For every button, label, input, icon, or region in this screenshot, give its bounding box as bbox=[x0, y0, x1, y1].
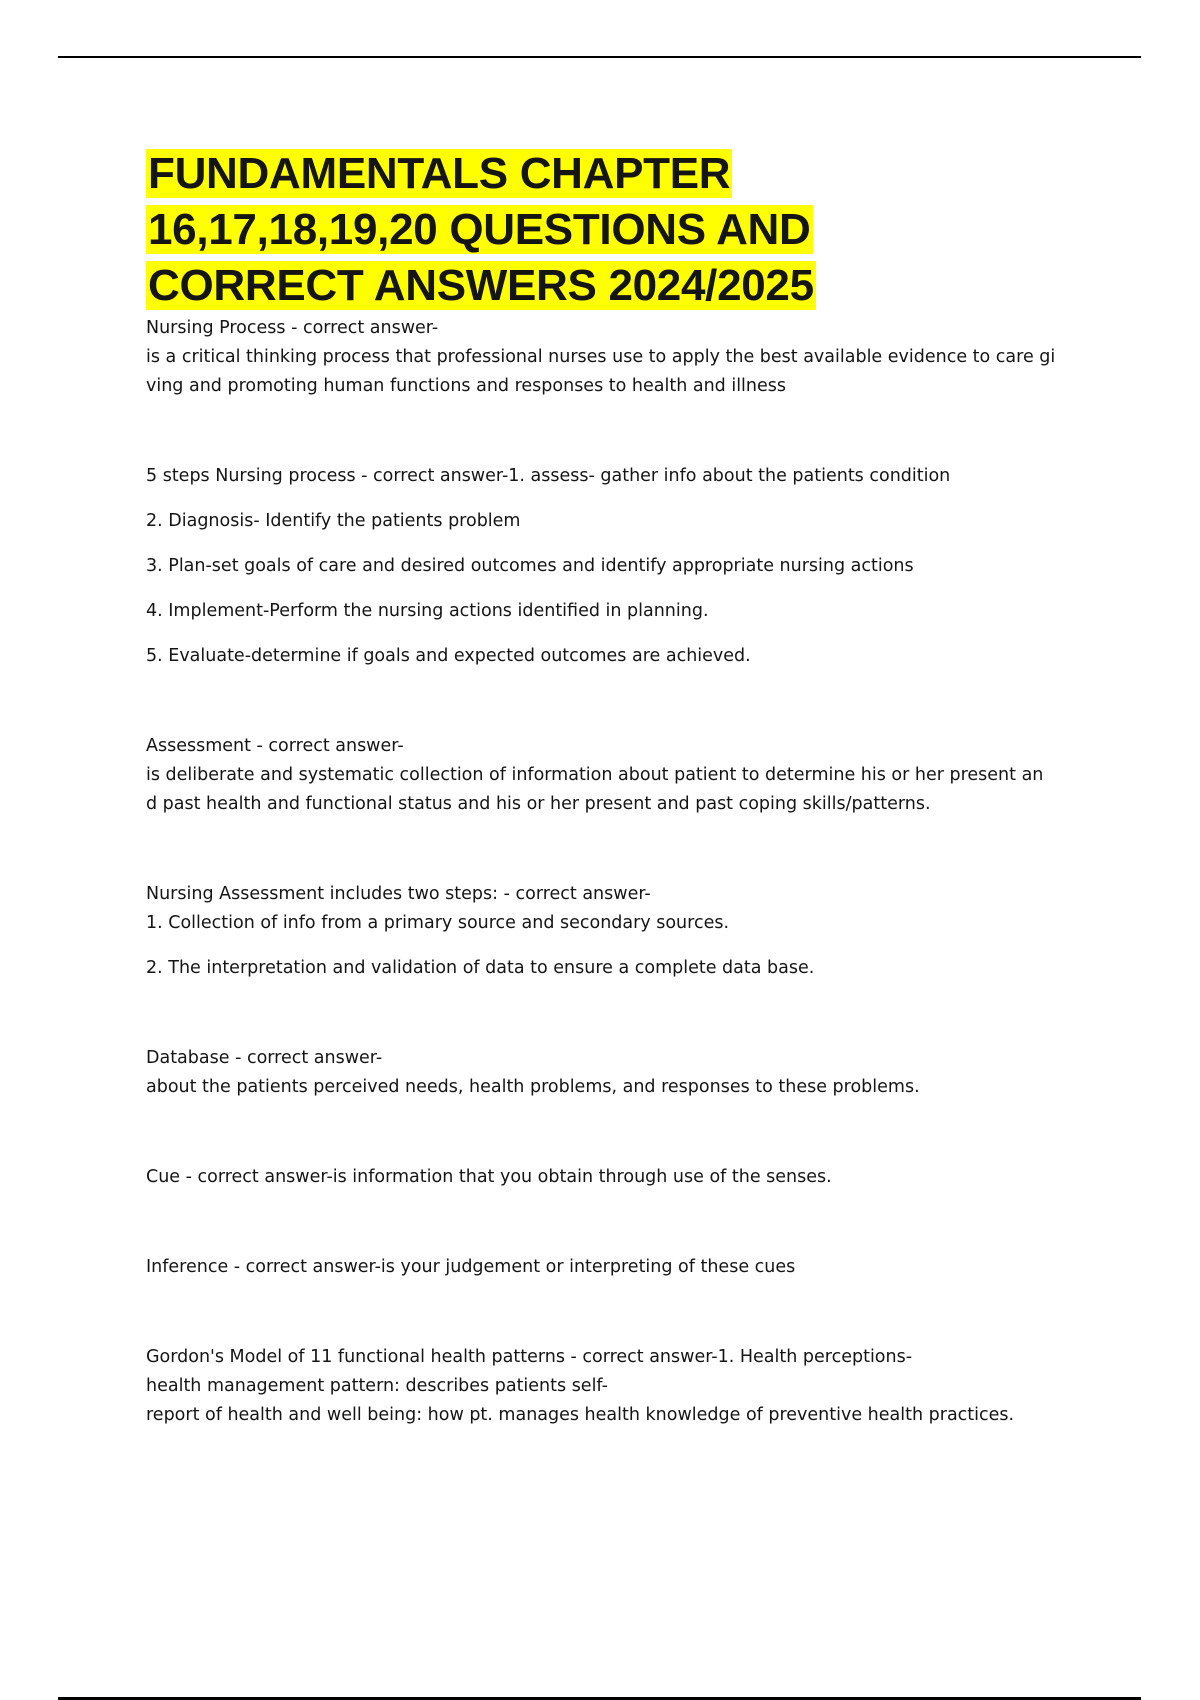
answer-line: health management pattern: describes patients self- bbox=[146, 1376, 608, 1396]
document-body bbox=[146, 314, 1091, 1430]
qa-entry-assessment-steps bbox=[146, 880, 1091, 983]
question-line: Assessment - correct answer- bbox=[146, 736, 404, 756]
top-rule bbox=[58, 56, 1141, 58]
step-line: 2. Diagnosis- Identify the patients problem bbox=[146, 511, 521, 531]
question-line: Nursing Process - correct answer- bbox=[146, 318, 439, 338]
answer-line: report of health and well being: how pt. manages health knowledge of preventive health practices. bbox=[146, 1405, 1015, 1425]
qa-entry-five-steps bbox=[146, 462, 1091, 671]
step-line: 3. Plan-set goals of care and desired outcomes and identify appropriate nursing actions bbox=[146, 556, 914, 576]
answer-line: d past health and functional status and his or her present and past coping skills/patterns. bbox=[146, 794, 931, 814]
qa-entry-gordons-model bbox=[146, 1343, 1091, 1430]
document-page bbox=[146, 146, 1091, 1430]
title-line: FUNDAMENTALS CHAPTER bbox=[148, 149, 731, 198]
step-line: 5 steps Nursing process - correct answer-1. assess- gather info about the patients condition bbox=[146, 466, 951, 486]
step-line: 2. The interpretation and validation of data to ensure a complete data base. bbox=[146, 958, 815, 978]
question-line: Nursing Assessment includes two steps: - correct answer- bbox=[146, 884, 651, 904]
step-line: 5. Evaluate-determine if goals and expected outcomes are achieved. bbox=[146, 646, 751, 666]
qa-entry-database bbox=[146, 1044, 1091, 1102]
step-line: 4. Implement-Perform the nursing actions identified in planning. bbox=[146, 601, 709, 621]
question-line: Cue - correct answer-is information that you obtain through use of the senses. bbox=[146, 1167, 832, 1187]
answer-line: is a critical thinking process that professional nurses use to apply the best available evidence to care gi bbox=[146, 347, 1056, 367]
title-line: 16,17,18,19,20 QUESTIONS AND bbox=[148, 205, 811, 254]
answer-line: is deliberate and systematic collection of information about patient to determine his or her present an bbox=[146, 765, 1044, 785]
answer-line: ving and promoting human functions and responses to health and illness bbox=[146, 376, 787, 396]
question-line: Gordon's Model of 11 functional health patterns - correct answer-1. Health perceptions- bbox=[146, 1347, 913, 1367]
qa-entry-inference bbox=[146, 1253, 1091, 1282]
question-line: Inference - correct answer-is your judgement or interpreting of these cues bbox=[146, 1257, 796, 1277]
answer-line: 1. Collection of info from a primary source and secondary sources. bbox=[146, 913, 730, 933]
title-line: CORRECT ANSWERS 2024/2025 bbox=[148, 261, 814, 310]
qa-entry-assessment bbox=[146, 732, 1091, 819]
answer-line: about the patients perceived needs, health problems, and responses to these problems. bbox=[146, 1077, 920, 1097]
question-line: Database - correct answer- bbox=[146, 1048, 383, 1068]
document-title bbox=[146, 146, 1091, 314]
qa-entry-cue bbox=[146, 1163, 1091, 1192]
qa-entry-nursing-process bbox=[146, 314, 1091, 401]
